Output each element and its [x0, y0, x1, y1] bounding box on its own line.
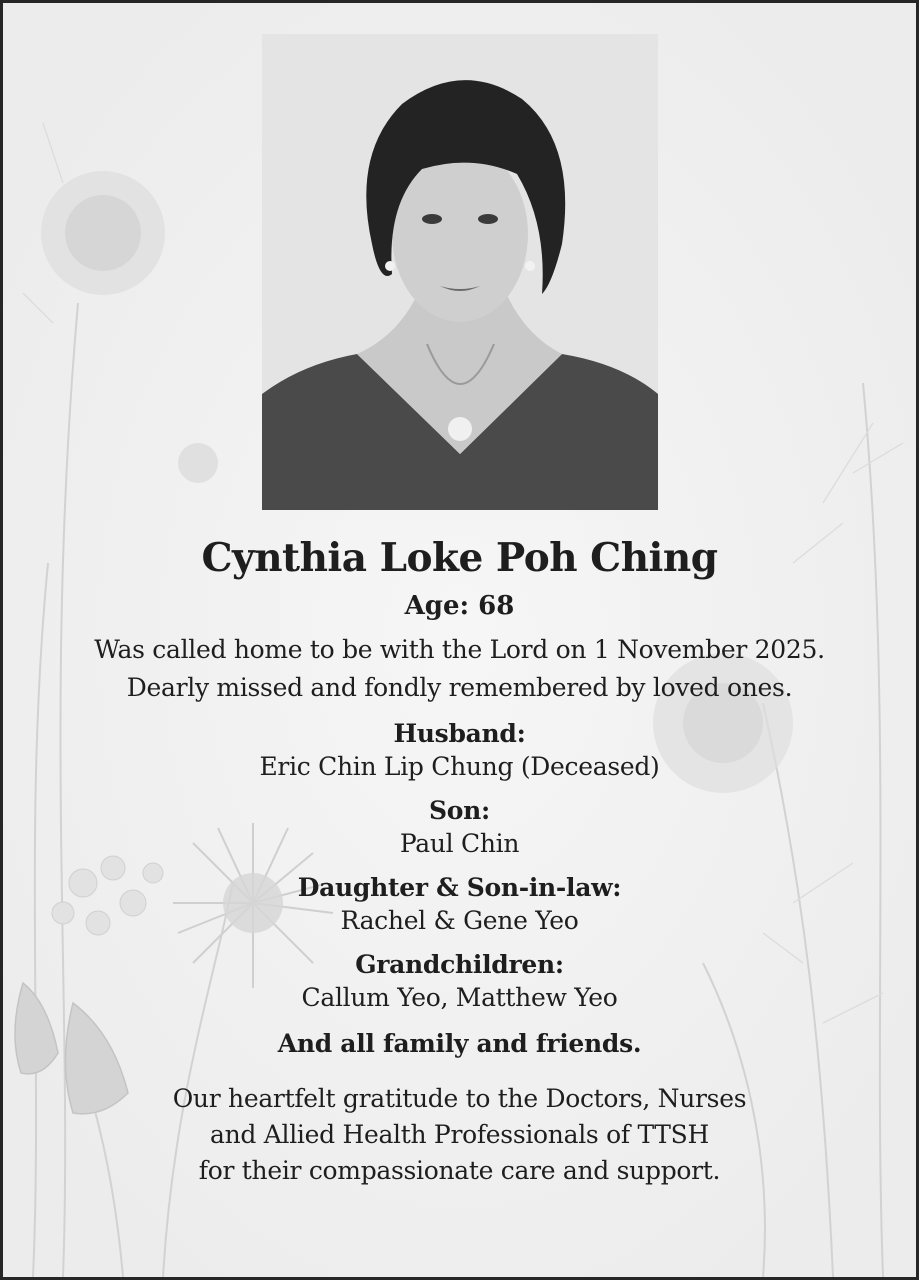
- intro-line: Dearly missed and fondly remembered by loved ones.: [126, 673, 793, 702]
- family-label: Husband:: [393, 719, 526, 748]
- family-value: Rachel & Gene Yeo: [340, 906, 579, 935]
- intro-message: [3, 631, 916, 707]
- family-label: Son:: [429, 796, 490, 825]
- family-label: Daughter & Son-in-law:: [297, 873, 622, 902]
- portrait-photo: [262, 34, 658, 510]
- gratitude-line: Our heartfelt gratitude to the Doctors, Nurses: [172, 1084, 747, 1113]
- family-son: [3, 795, 916, 861]
- family-grandchildren: [3, 949, 916, 1015]
- age: Age: 68: [404, 591, 515, 621]
- family-value: Eric Chin Lip Chung (Deceased): [259, 752, 660, 781]
- family-value: Callum Yeo, Matthew Yeo: [301, 983, 618, 1012]
- family-husband: [3, 718, 916, 784]
- gratitude-message: [3, 1081, 916, 1189]
- gratitude-line: and Allied Health Professionals of TTSH: [210, 1120, 709, 1149]
- deceased-name: Cynthia Loke Poh Ching: [201, 535, 718, 581]
- gratitude-line: for their compassionate care and support.: [198, 1156, 721, 1185]
- family-daughter: [3, 872, 916, 938]
- notice-text: [3, 523, 916, 1189]
- intro-line: Was called home to be with the Lord on 1 November 2025.: [94, 635, 825, 664]
- family-value: Paul Chin: [399, 829, 520, 858]
- closing-line: And all family and friends.: [277, 1029, 642, 1058]
- family-label: Grandchildren:: [355, 950, 564, 979]
